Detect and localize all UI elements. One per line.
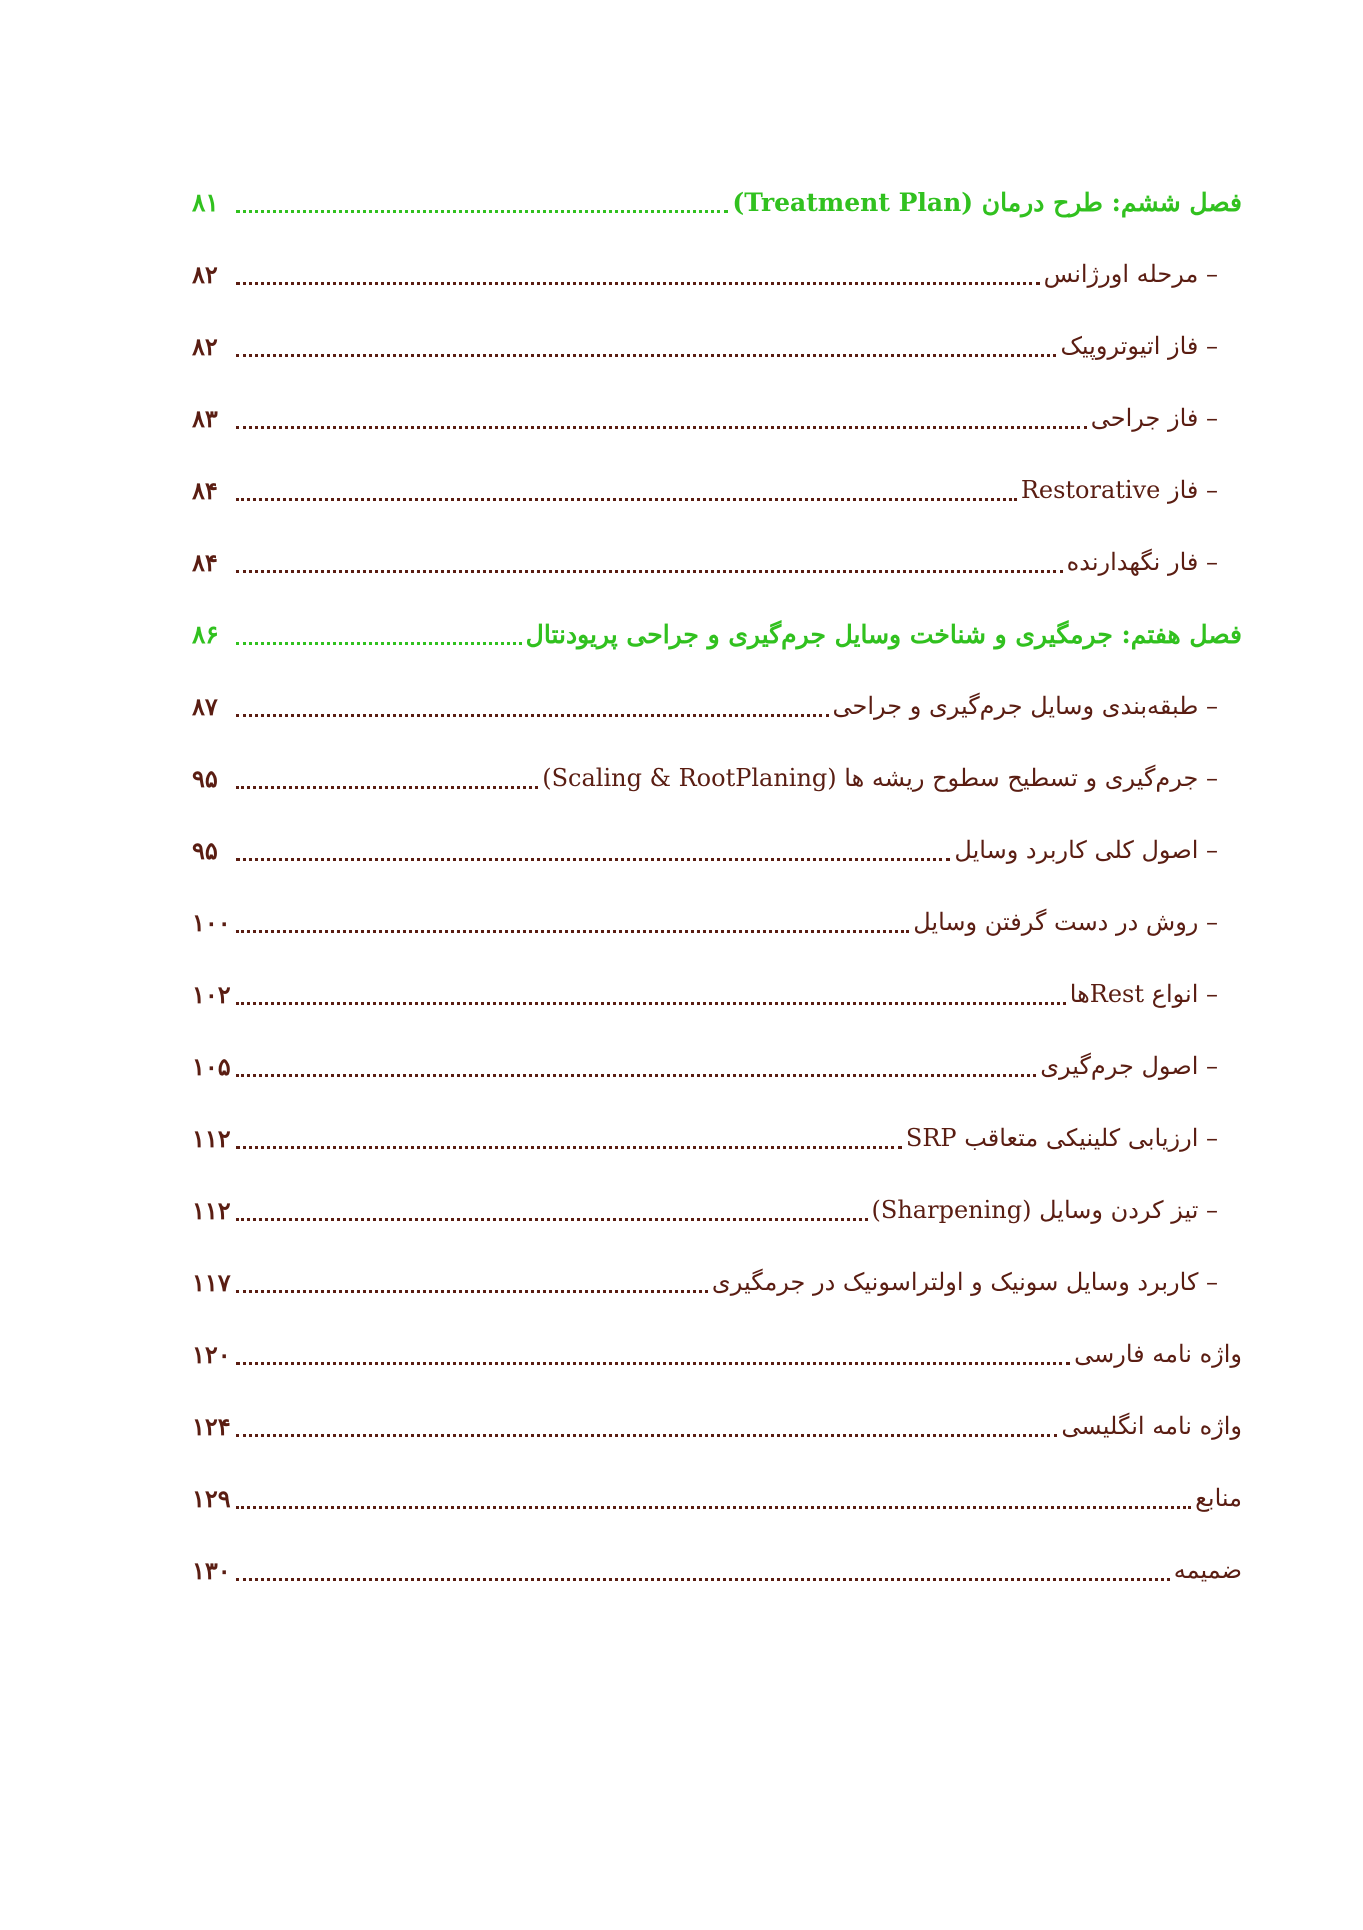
entry-page-number: ۸۷ [192,691,218,721]
toc-chapter-7[interactable] [192,598,1242,670]
toc-entry[interactable] [192,1174,1242,1246]
dot-leader [236,642,522,645]
entry-page-number: ۱۰۲ [192,979,231,1009]
entry-title: – کاربرد وسایل سونیک و اولتراسونیک در جرمگیری [711,1268,1218,1296]
dot-leader [236,1578,1170,1581]
entry-page-number: ۱۲۰ [192,1339,231,1369]
dot-leader [236,282,1040,285]
entry-page-number: ۸۳ [192,403,218,433]
toc-entry[interactable] [192,238,1242,310]
entry-title: – روش در دست گرفتن وسایل [913,908,1218,936]
dot-leader [236,426,1087,429]
toc-entry[interactable] [192,958,1242,1030]
entry-title: – ارزیابی کلینیکی متعاقب SRP [905,1124,1218,1152]
dot-leader [236,1434,1057,1437]
entry-page-number: ۸۴ [192,547,218,577]
dot-leader [236,1506,1191,1509]
entry-title: ضمیمه [1173,1556,1242,1584]
entry-page-number: ۸۲ [192,259,218,289]
toc-entry[interactable] [192,1030,1242,1102]
toc-chapter-6[interactable] [192,166,1242,238]
entry-title: – فاز اتیوتروپیک [1060,332,1218,360]
toc-entry-references[interactable] [192,1462,1242,1534]
entry-title: واژه نامه فارسی [1074,1340,1242,1368]
dot-leader [236,1146,902,1149]
entry-page-number: ۸۴ [192,475,218,505]
dot-leader [236,1218,868,1221]
entry-title: – جرم‌گیری و تسطیح سطوح ریشه ها (Scaling & RootPlaning) [542,764,1218,792]
entry-page-number: ۸۲ [192,331,218,361]
entry-page-number: ۱۰۰ [192,907,231,937]
entry-title: – فاز Restorative [1020,476,1218,504]
toc-entry[interactable] [192,1246,1242,1318]
toc-entry[interactable] [192,742,1242,814]
entry-page-number: ۱۲۴ [192,1411,231,1441]
entry-page-number: ۱۰۵ [192,1051,231,1081]
toc-entry[interactable] [192,886,1242,958]
dot-leader [236,210,728,213]
dot-leader [236,570,1063,573]
entry-page-number: ۱۳۰ [192,1555,231,1585]
entry-title: فصل ششم: طرح درمان (Treatment Plan) [732,187,1242,217]
dot-leader [236,786,538,789]
dot-leader [236,1002,1066,1005]
dot-leader [236,354,1056,357]
dot-leader [236,714,829,717]
dot-leader [236,1074,1036,1077]
dot-leader [236,498,1017,501]
entry-page-number: ۱۱۲ [192,1195,231,1225]
toc-entry[interactable] [192,814,1242,886]
entry-title: – مرحله اورژانس [1043,260,1218,288]
entry-title: – تیز کردن وسایل (Sharpening) [871,1196,1218,1224]
toc-entry[interactable] [192,310,1242,382]
entry-page-number: ۹۵ [192,835,218,865]
entry-page-number: ۱۱۲ [192,1123,231,1153]
entry-title: – انواع Restها [1069,980,1218,1008]
entry-title: – اصول جرم‌گیری [1040,1052,1218,1080]
toc-entry[interactable] [192,1102,1242,1174]
dot-leader [236,1290,708,1293]
toc-entry-glossary-persian[interactable] [192,1318,1242,1390]
entry-page-number: ۸۱ [192,187,219,217]
toc-entry[interactable] [192,670,1242,742]
entry-title: – طبقه‌بندی وسایل جرم‌گیری و جراحی [832,692,1218,720]
toc-entry[interactable] [192,382,1242,454]
entry-page-number: ۱۱۷ [192,1267,231,1297]
dot-leader [236,858,950,861]
entry-title: فصل هفتم: جرمگیری و شناخت وسایل جرم‌گیری و جراحی پریودنتال [525,619,1242,649]
entry-page-number: ۱۲۹ [192,1483,231,1513]
toc-entry[interactable] [192,526,1242,598]
entry-title: منابع [1195,1484,1242,1512]
table-of-contents [192,166,1242,1606]
entry-page-number: ۸۶ [192,619,219,649]
toc-entry-glossary-english[interactable] [192,1390,1242,1462]
toc-entry-appendix[interactable] [192,1534,1242,1606]
entry-page-number: ۹۵ [192,763,218,793]
entry-title: – اصول کلی کاربرد وسایل [954,836,1218,864]
dot-leader [236,930,909,933]
entry-title: – فاز جراحی [1090,404,1218,432]
entry-title: – فار نگهدارنده [1066,548,1218,576]
toc-entry[interactable] [192,454,1242,526]
entry-title: واژه نامه انگلیسی [1061,1412,1242,1440]
dot-leader [236,1362,1070,1365]
